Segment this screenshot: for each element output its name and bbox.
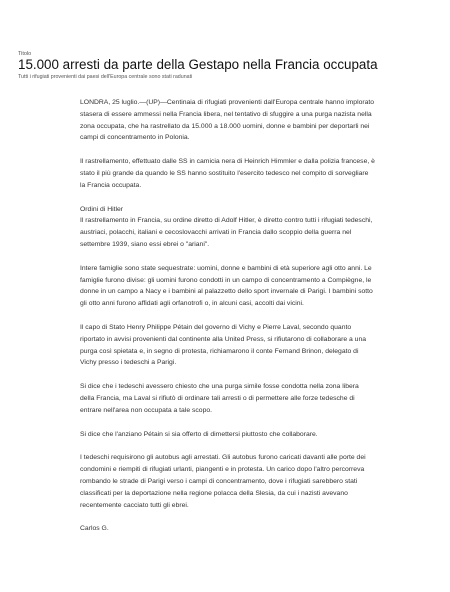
paragraph-petain-resign: Si dice che l'anziano Pétain si sia offerto di dimettersi piuttosto che collaborare. (80, 430, 318, 438)
paragraph-hitler-orders: Il rastrellamento in Francia, su ordine diretto di Adolf Hitler, è diretto contro tutti i rifugiati tedeschi, austriaci, polacchi, italiani e cecoslovacchi arrivati in Francia dallo scoppio della guerra nel settembre 1939, siano essi ebrei o "ariani". (80, 217, 373, 248)
title-label: Titolo (18, 51, 32, 57)
paragraph-petain-laval: Il capo di Stato Henry Philippe Pétain del governo di Vichy e Pierre Laval, secondo quanto riportato in avvisi provenienti dal continente alla United Press, si rifiutarono di collaborare a una purga così spietata e, in segno di protesta, richiamarono il conte Fernand Brinon, delegato di Vichy presso i tedeschi a Parigi. (80, 323, 367, 367)
article-body (80, 97, 375, 535)
subheadline: Tutti i rifugiati provenienti dai paesi dell'Europa centrale sono stati radunati (18, 74, 193, 80)
paragraph-roundup: Il rastrellamento, effettuato dalle SS in camicia nera di Heinrich Himmler e dalla polizia francese, è stato il più grande da quando le SS hanno sostituito l'esercito tedesco nel compito di sorvegliare la Francia occupata. (80, 158, 375, 189)
paragraph-free-zone: Si dice che i tedeschi avessero chiesto che una purga simile fosse condotta nella zona libera della Francia, ma Laval si rifiutò di ordinare tali arresti o di permettere alle forze tedesche di entrare nell'area non occupata a tale scopo. (80, 383, 359, 414)
paragraph-families: Intere famiglie sono state sequestrate: uomini, donne e bambini di età superiore agli otto anni. Le famiglie furono divise: gli uomini furono condotti in un campo di concentramento a Compiègne, le donne in un campo a Nacy e i bambini al palazzetto dello sport invernale di Parigi. I bambini sotto gli otto anni furono affidati agli orfanotrofi o, in alcuni casi, accolti dai vicini. (80, 264, 373, 308)
section-heading: Ordini di Hitler (80, 205, 124, 213)
paragraph-dateline: LONDRA, 25 luglio.—(UP)—Centinaia di rifugiati provenienti dall'Europa centrale hanno implorato stasera di essere ammessi nella Francia libera, nel tentativo di sfuggire a una purga nazista nella zona occupata, che ha rastrellato da 15.000 a 18.000 uomini, donne e bambini per deportarli nei campi di concentramento in Polonia. (80, 99, 375, 142)
paragraph-buses: I tedeschi requisirono gli autobus agli arrestati. Gli autobus furono caricati davanti alle porte dei condomini e riempiti di rifugiati urlanti, piangenti e in protesta. Un carico dopo l'altro percorreva rombando le strade di Parigi verso i campi di concentramento, dove i rifugiati sarebbero stati classificati per la deportazione nella regione polacca della Slesia, da cui i nazisti avevano recentemente cacciato tutti gli ebrei. (80, 454, 366, 509)
headline: 15.000 arresti da parte della Gestapo nella Francia occupata (18, 57, 378, 72)
byline: Carlos G. (80, 525, 109, 533)
